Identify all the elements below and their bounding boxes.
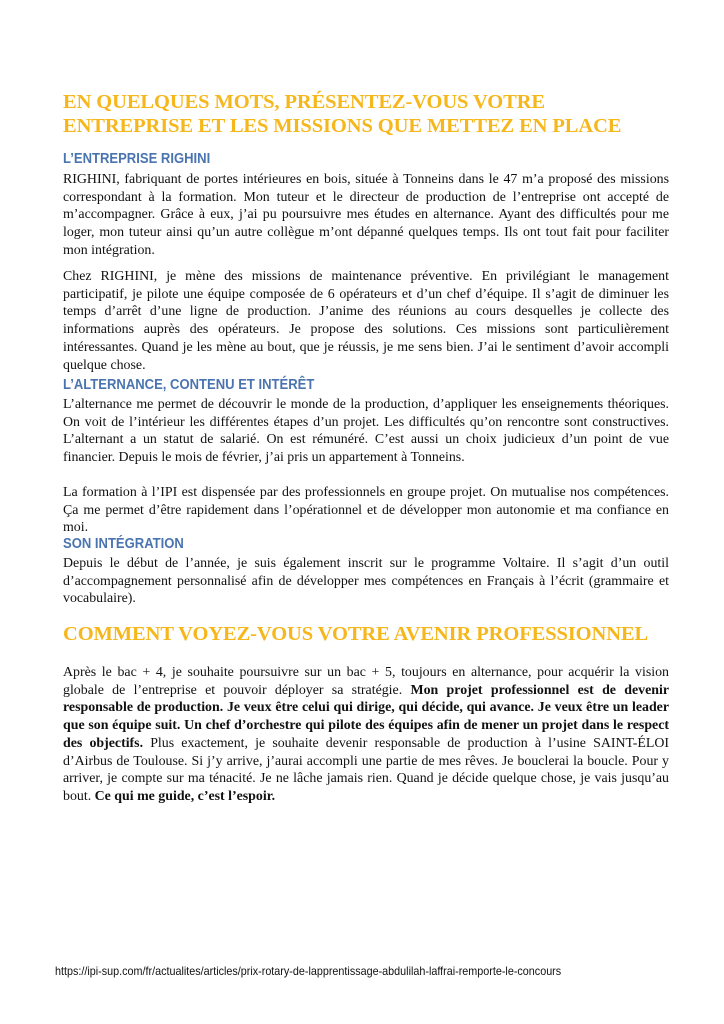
title-line-2: ENTREPRISE ET LES MISSIONS QUE METTEZ EN PLACE [63, 115, 622, 137]
subheading-entreprise: L’ENTREPRISE RIGHINI [63, 151, 211, 167]
section-title-avenir: COMMENT VOYEZ-VOUS VOTRE AVENIR PROFESSIONNEL [63, 623, 649, 645]
section-title-presentation [63, 90, 683, 138]
subheading-alternance: L’ALTERNANCE, CONTENU ET INTÉRÊT [63, 377, 315, 393]
paragraph-entreprise-1: RIGHINI, fabriquant de portes intérieures en bois, située à Tonneins dans le 47 m’a proposé des missions correspondant à la formation. Mon tuteur et le directeur de production de l’entreprise ont accepté de m’accompagner. Grâce à eux, j’ai pu poursuivre mes études en alternance. Ayant des difficultés pour me loger, mon tuteur ainsi qu’un autre collègue m’ont dépanné quelques temps. Ils ont tout fait pour faciliter mon intégration. [63, 172, 669, 258]
paragraph-entreprise-2: Chez RIGHINI, je mène des missions de maintenance préventive. En privilégiant le management participatif, je pilote une équipe composée de 6 opérateurs et d’un chef d’équipe. Il s’agit de diminuer les temps d’arrêt d’une ligne de production. J’anime des réunions au cours desquelles je collecte des informations auprès des opérateurs. Je propose des solutions. Ces missions sont particulièrement intéressantes. Quand je les mène au bout, que je réussis, je me sens bien. J’ai le sentiment d’avoir accompli quelque chose. [63, 269, 669, 373]
source-url-footer: https://ipi-sup.com/fr/actualites/articles/prix-rotary-de-lapprentissage-abdulilah-laffrai-remporte-le-concours [55, 965, 562, 978]
subheading-integration: SON INTÉGRATION [63, 536, 184, 552]
paragraph-alternance-1: L’alternance me permet de découvrir le monde de la production, d’appliquer les enseignements théoriques. On voit de l’intérieur les différentes étapes d’un projet. Les difficultés qu’on rencontre sont constructives. L’alternant a un statut de salarié. On est rémunéré. C’est aussi un choix judicieux d’un point de vue financier. Depuis le mois de février, j’ai pris un appartement à Tonneins. [63, 397, 669, 466]
avenir-text-1: Après le bac + 4, je souhaite poursuivre sur un bac + 5, toujours en alternance, pour acquérir la vision globale de l’entreprise et pouvoir déployer sa stratégie. [63, 665, 669, 698]
paragraph-avenir [63, 664, 669, 806]
avenir-bold-1: Mon projet professionnel est de devenir responsable de production. Je veux être celui qui dirige, qui décide, qui avance. Je veux être un leader que son équipe suit. Un chef d’orchestre qui pilote des équipes afin de mener un projet dans le respect des objectifs. [63, 682, 670, 751]
paragraph-integration: Depuis le début de l’année, je suis également inscrit sur le programme Voltaire. Il s’agit d’un outil d’accompagnement personnalisé afin de développer mes compétences en Français à l’écrit (grammaire et vocabulaire). [63, 556, 669, 607]
avenir-bold-2: Ce qui me guide, c’est l’espoir. [94, 788, 276, 804]
title-line-1: EN QUELQUES MOTS, PRÉSENTEZ-VOUS VOTRE [63, 91, 545, 113]
paragraph-alternance-2: La formation à l’IPI est dispensée par des professionnels en groupe projet. On mutualise nos compétences. Ça me permet d’être rapidement dans l’opérationnel et de développer mon autonomie et ma confiance en moi. [63, 485, 669, 536]
avenir-text-2: Plus exactement, je souhaite devenir responsable de production à l’usine SAINT-ÉLOI d’Airbus de Toulouse. Si j’y arrive, j’aurai accompli une partie de mes rêves. Je bouclerai la boucle. Pour y arriver, je compte sur ma ténacité. Je ne lâche jamais rien. Quand je décide quelque chose, je vais jusqu’au bout. [63, 735, 669, 804]
